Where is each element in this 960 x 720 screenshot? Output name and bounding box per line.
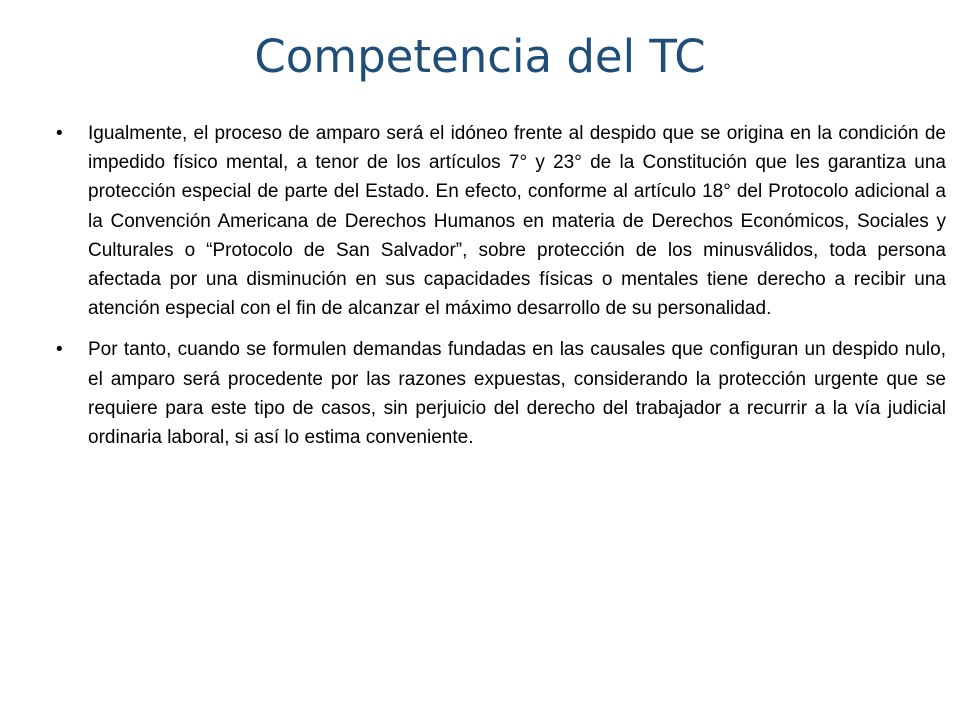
bullet-item [56,119,946,323]
bullet-text: Por tanto, cuando se formulen demandas fundadas en las causales que configuran un despido nulo, el amparo será procedente por las razones expuestas, considerando la protección urgente que se requiere para este tipo de casos, sin perjuicio del derecho del trabajador a recurrir a la vía judicial ordinaria laboral, si así lo estima conveniente. [88,339,946,449]
slide-title: Competencia del TC [254,30,706,83]
bullet-icon: • [56,339,63,361]
bullet-icon: • [56,123,63,144]
bullet-text: Igualmente, el proceso de amparo será el idóneo frente al despido que se origina en la condición de impedido físico mental, a tenor de los artículos 7° y 23° de la Constitución que les garantiza una protección especial de parte del Estado. En efecto, conforme al artículo 18° del Protocolo adicional a la Convención Americana de Derechos Humanos en materia de Derechos Económicos, Sociales y Culturales o “Protocolo de San Salvador”, sobre protección de los minusválidos, toda persona afectada por una disminución en sus capacidades físicas o mentales tiene derecho a recibir una atención especial con el fin de alcanzar el máximo desarrollo de su personalidad. [88,123,946,320]
bullet-item [56,335,946,452]
bullet-list [56,119,946,464]
